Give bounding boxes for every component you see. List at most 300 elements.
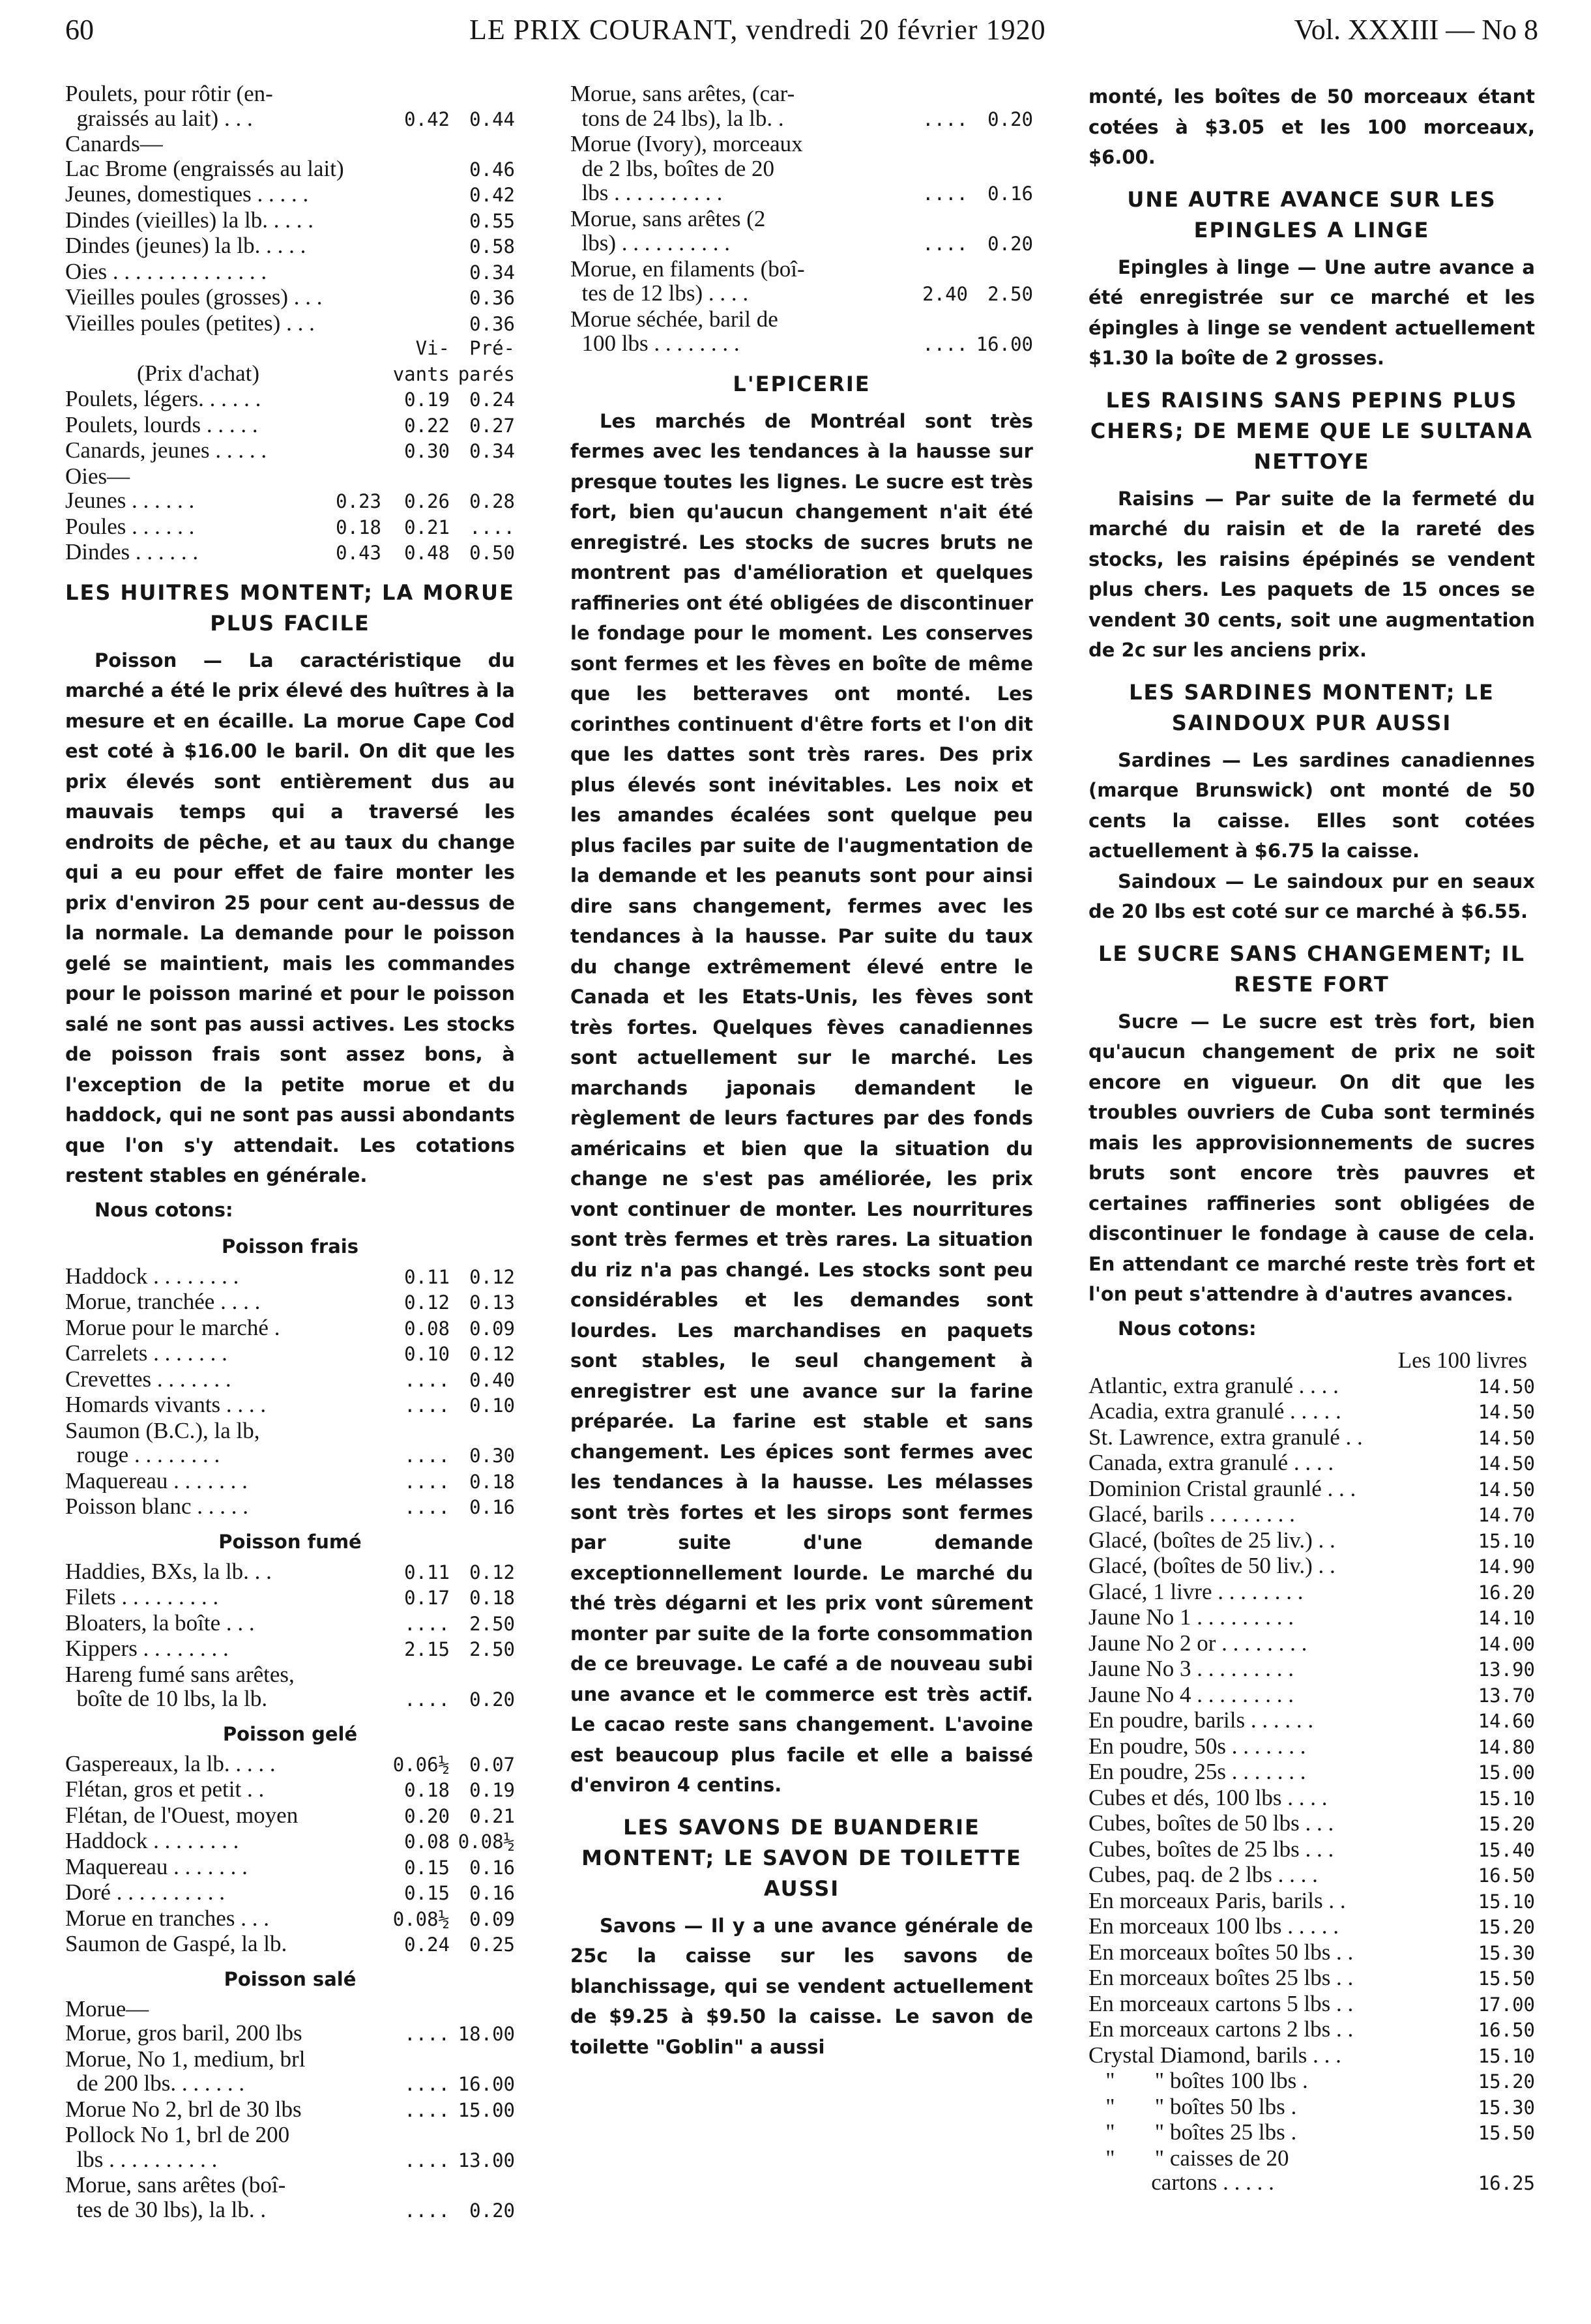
item-label: En morceaux 100 lbs . . . . .	[1088, 1914, 1339, 1939]
article-text: Saindoux — Le saindoux pur en seaux de 20 lbs est coté sur ce marché à $6.55.	[1088, 870, 1535, 922]
item-label: En morceaux cartons 2 lbs . .	[1088, 2017, 1354, 2042]
nous-cotons-label: Nous cotons:	[1118, 1317, 1257, 1340]
price-row	[65, 2047, 515, 2072]
price-value: 0.08½	[392, 1907, 450, 1930]
price-row	[1088, 2146, 1535, 2171]
price-value: 0.16	[469, 1856, 515, 1879]
price-row	[65, 1494, 515, 1520]
item-label: Vieilles poules (grosses) . . .	[65, 285, 323, 310]
price-value: ....	[922, 183, 968, 205]
article-text: monté, les boîtes de 50 morceaux étant cotées à $3.05 et les 100 morceaux, $6.00.	[1088, 85, 1535, 168]
item-label: St. Lawrence, extra granulé . .	[1088, 1424, 1363, 1449]
price-row	[1088, 1889, 1535, 1915]
article-text: Les marchés de Montréal sont très fermes avec les tendances à la hausse sur presque toutes les lignes. Le sucre est très fort, bien qu'aucun changement n'ait été enregistré. Les stocks de sucres bruts ne montrent pas d'amélioration et quelques raffineries ont été obligées de discontinuer le fondage pour le moment. Les conserves sont fermes et les fèves en boîte de même que les betteraves ont monté. Les corinthes continuent d'être forts et l'on dit que les dattes sont très rares. Des prix plus élevés sont inévitables. Les noix et les amandes écalées sont quelque peu plus faciles par suite de l'augmentation de la demande et les peanuts sont pour ainsi dire sans changement, fermes avec les tendances à la hausse. Par suite du taux du change extrêmement élevé entre le Canada et les Etats-Unis, les fèves sont très fortes. Quelques fèves canadiennes sont actuellement sur le marché. Les marchands japonais demandent le règlement de leurs factures par des fonds américains et bien que la situation du change ne s'est pas améliorée, les prix vont continuer de monter. Les nourritures sont très fermes et très rares. La situation du riz n'a pas changé. Les stocks sont peu considérables et les demandes sont lourdes. Les marchandises en paquets sont stables, le seul changement à enregistrer est une avance sur la farine préparée. La farine est stable et sans changement. Les épices sont fermes avec les tendances à la hausse. Les mélasses sont très fortes et les sirops sont fermes par suite d'une demande exceptionnellement lourde. Le marché du thé très dégarni et les prix vont sûrement monter par suite de la forte consommation de ce breuvage. Le café a de nouveau subi une avance et le commerce est très actif. Le cacao reste sans changement. L'avoine est beaucoup plus facile et elle a baissé d'environ 4 centins.	[570, 409, 1033, 1796]
price-value: 0.24	[404, 1934, 450, 1956]
price-row	[65, 1932, 515, 1958]
item-label: En poudre, barils . . . . . .	[1088, 1708, 1314, 1733]
price-row	[1088, 1399, 1535, 1425]
live-poultry-price-list	[65, 387, 515, 566]
price-row	[65, 1855, 515, 1881]
price-row	[570, 132, 1033, 156]
article-text: Savons — Il y a une avance générale de 25c la caisse sur les savons de blanchissage, qui se vendent actuellement de $9.25 à $9.50 la caisse. Le savon de toilette "Goblin" a aussi	[570, 1914, 1033, 2058]
item-label: Acadia, extra granulé . . . . .	[1088, 1399, 1341, 1424]
price-value: 14.50	[1478, 1452, 1535, 1475]
price-value: 0.08	[404, 1831, 450, 1853]
item-label: 100 lbs . . . . . . . .	[570, 331, 740, 356]
price-value: 13.90	[1478, 1658, 1535, 1681]
section-heading: LE SUCRE SANS CHANGEMENT; IL RESTE FORT	[1098, 941, 1526, 997]
section-heading: UNE AUTRE AVANCE SUR LES EPINGLES A LINGE	[1127, 186, 1496, 243]
price-value: 0.09	[469, 1317, 515, 1340]
price-row	[65, 1264, 515, 1290]
item-label: boîte de 10 lbs, la lb.	[65, 1686, 268, 1711]
price-value: 0.20	[469, 2199, 515, 2222]
price-value: 17.00	[1478, 1993, 1535, 2016]
price-row	[570, 281, 1033, 307]
price-value: ....	[404, 2149, 450, 2171]
item-label: Oies . . . . . . . . . . . . . .	[65, 259, 267, 284]
price-value: 13.00	[458, 2149, 515, 2171]
price-row	[1088, 1450, 1535, 1477]
column-1	[65, 81, 515, 2223]
price-row	[65, 514, 515, 540]
price-value: 0.08	[404, 1317, 450, 1340]
item-label: Flétan, de l'Ouest, moyen	[65, 1802, 299, 1827]
price-row	[1088, 1631, 1535, 1657]
price-row	[65, 2021, 515, 2047]
price-value: 0.20	[404, 1804, 450, 1827]
price-value: ....	[922, 108, 968, 130]
price-value: 0.12	[469, 1343, 515, 1365]
price-value: 0.15	[404, 1856, 450, 1879]
price-value: 15.20	[1478, 1916, 1535, 1938]
item-label: Glacé, (boîtes de 50 liv.) . .	[1088, 1553, 1336, 1578]
item-label: Hareng fumé sans arêtes,	[65, 1662, 295, 1686]
item-label: de 200 lbs. . . . . . .	[65, 2071, 245, 2096]
price-value: 0.21	[404, 516, 450, 538]
item-label: rouge . . . . . . . .	[65, 1443, 220, 1467]
item-label: Canards, jeunes . . . . .	[65, 438, 267, 463]
unit-header: Les 100 livres	[1397, 1347, 1527, 1373]
price-value: 14.70	[1478, 1504, 1535, 1526]
price-row	[65, 106, 515, 132]
item-label: Saumon de Gaspé, la lb.	[65, 1932, 287, 1956]
price-value: 14.90	[1478, 1555, 1535, 1578]
item-label: Crevettes . . . . . . .	[65, 1366, 231, 1391]
price-row	[570, 106, 1033, 132]
price-value: 0.16	[469, 1496, 515, 1518]
price-value: 0.06½	[392, 1753, 450, 1776]
item-label: Morue, en filaments (boî-	[570, 256, 805, 281]
item-label: Crystal Diamond, barils . . .	[1088, 2042, 1341, 2067]
price-value: 0.28	[469, 490, 515, 512]
section-heading: LES SAVONS DE BUANDERIE MONTENT; LE SAVON DE TOILETTE AUSSI	[581, 1814, 1022, 1901]
item-label: Morue No 2, brl de 30 lbs	[65, 2096, 302, 2121]
price-value: ....	[404, 2098, 450, 2121]
price-row	[65, 1443, 515, 1469]
price-value: 14.50	[1478, 1375, 1535, 1398]
price-row	[1088, 1374, 1535, 1400]
section-heading: LES RAISINS SANS PEPINS PLUS CHERS; DE MEME QUE LE SULTANA NETTOYE	[1090, 387, 1534, 474]
price-value: 0.55	[469, 209, 515, 232]
item-label: Jeunes, domestiques . . . . .	[65, 182, 309, 207]
price-row	[65, 1636, 515, 1662]
price-row	[1088, 1683, 1535, 1709]
achat-header: (Prix d'achat) vants parés	[137, 360, 515, 385]
price-value: 18.00	[458, 2023, 515, 2045]
price-row	[65, 1777, 515, 1803]
price-value: ....	[404, 1394, 450, 1417]
price-row	[1088, 1425, 1535, 1451]
price-row	[65, 413, 515, 439]
price-row	[65, 2123, 515, 2147]
price-value: 0.19	[469, 1779, 515, 1801]
price-row	[1088, 1708, 1535, 1734]
item-label: Canards—	[65, 132, 163, 156]
price-row	[65, 387, 515, 413]
price-row	[1088, 1528, 1535, 1554]
price-value: 0.42	[469, 184, 515, 206]
smoked-fish-price-list	[65, 1559, 515, 1713]
item-label: Bloaters, la boîte . . .	[65, 1610, 255, 1635]
price-row	[65, 2071, 515, 2097]
price-row	[65, 1880, 515, 1906]
price-value: 0.18	[469, 1470, 515, 1493]
price-value: 0.21	[469, 1804, 515, 1827]
price-row	[65, 2147, 515, 2173]
item-label: Jaune No 2 or . . . . . . . .	[1088, 1630, 1307, 1655]
item-label: Pollock No 1, brl de 200	[65, 2123, 290, 2147]
price-value: 2.40	[922, 283, 968, 305]
price-row	[1088, 1811, 1535, 1837]
item-label: Poisson blanc . . . . .	[65, 1494, 248, 1519]
vivants-header: Vi- Pré-	[415, 337, 515, 359]
item-label: Morue, sans arêtes, (car-	[570, 81, 795, 106]
price-value: 0.34	[469, 261, 515, 284]
item-label: " " boîtes 50 lbs .	[1088, 2094, 1297, 2119]
price-row	[1088, 1992, 1535, 2018]
price-value: 0.15	[404, 1882, 450, 1904]
price-value: 0.27	[469, 414, 515, 437]
item-label: Gaspereaux, la lb. . . . .	[65, 1751, 276, 1776]
price-row	[1088, 1965, 1535, 1992]
price-value: 0.16	[469, 1882, 515, 1904]
price-value: 15.10	[1478, 1787, 1535, 1810]
item-label: Atlantic, extra granulé . . . .	[1088, 1373, 1339, 1398]
item-label: En morceaux Paris, barils . .	[1088, 1888, 1346, 1913]
price-value: ....	[404, 1368, 450, 1391]
item-label: Oies—	[65, 463, 130, 488]
price-value: 16.20	[1478, 1581, 1535, 1604]
price-value: 14.60	[1478, 1710, 1535, 1732]
price-value: 0.20	[987, 233, 1033, 255]
item-label: " " caisses de 20	[1088, 2145, 1289, 2170]
article-text: Epingles à linge — Une autre avance a été enregistrée sur ce marché et les épingles à linge se vendent actuellement $1.30 la boîte de 2 grosses.	[1088, 256, 1535, 369]
item-label: Cubes et dés, 100 lbs . . . .	[1088, 1785, 1328, 1810]
price-value: 0.44	[469, 108, 515, 130]
price-value: 0.42	[404, 108, 450, 130]
item-label: Morue, gros baril, 200 lbs	[65, 2021, 302, 2046]
item-label: Carrelets . . . . . . .	[65, 1341, 227, 1366]
section-heading: LES HUITRES MONTENT; LA MORUE PLUS FACILE	[65, 580, 515, 636]
item-label: Morue en tranches . . .	[65, 1905, 269, 1930]
price-row	[65, 1906, 515, 1932]
price-value: 0.30	[469, 1445, 515, 1467]
price-value: ....	[404, 1688, 450, 1711]
price-row	[65, 285, 515, 311]
price-value: 14.50	[1478, 1426, 1535, 1449]
price-value: 0.34	[469, 440, 515, 462]
price-row	[570, 156, 1033, 181]
item-label: cartons . . . . .	[1088, 2170, 1274, 2195]
price-value: 0.58	[469, 235, 515, 257]
price-value: 0.16	[987, 183, 1033, 205]
price-row	[570, 81, 1033, 106]
item-label: Jaune No 4 . . . . . . . . .	[1088, 1682, 1294, 1707]
article-text: Poisson — La caractéristique du marché a été le prix élevé des huîtres à la mesure et en écaille. La morue Cape Cod est coté à $16.00 le baril. On dit que les prix élevés sont entièrement dus au mauvais temps qui a traversé les endroits de pêche, et au taux du change qui a eu pour effet de faire monter les prix d'environ 25 pour cent au-dessus de la normale. La demande pour le poisson gelé se maintient, mais les commandes pour le poisson mariné et pour le poisson salé ne sont pas aussi actives. Les stocks de poisson frais sont assez bons, à l'exception de la petite morue et du haddock, qui ne sont pas aussi abondants que l'on s'y attendait. Les cotations restent stables en générale.	[65, 649, 515, 1186]
price-value: 15.50	[1478, 2122, 1535, 2144]
price-value: ....	[922, 233, 968, 255]
price-row	[570, 307, 1033, 332]
price-value: 15.10	[1478, 1529, 1535, 1552]
item-label: Haddock . . . . . . . .	[65, 1263, 239, 1288]
price-row	[570, 231, 1033, 257]
price-row	[570, 207, 1033, 231]
item-label: Jaune No 1 . . . . . . . . .	[1088, 1605, 1294, 1630]
item-label: Lac Brome (engraissés au lait)	[65, 156, 344, 181]
item-label: Dindes (vieilles) la lb. . . . .	[65, 207, 314, 232]
item-label: tons de 24 lbs), la lb. .	[570, 106, 784, 130]
price-value: 13.70	[1478, 1684, 1535, 1707]
price-value: ....	[404, 1612, 450, 1635]
price-value: 16.50	[1478, 1864, 1535, 1887]
price-value: 0.10	[469, 1394, 515, 1417]
item-label: Glacé, 1 livre . . . . . . . .	[1088, 1579, 1304, 1604]
price-row	[65, 2173, 515, 2198]
volume-number: Vol. XXXIII — No 8	[1294, 14, 1538, 46]
item-label: Morue, sans arêtes (2	[570, 206, 766, 231]
cod-price-list	[570, 81, 1033, 357]
price-row	[65, 1367, 515, 1393]
price-value: 0.46	[469, 158, 515, 181]
column-3	[1088, 81, 1535, 2196]
item-label: Canada, extra granulé . . . .	[1088, 1450, 1334, 1475]
item-label: Homards vivants . . . .	[65, 1392, 267, 1417]
price-value: 2.50	[469, 1638, 515, 1660]
price-value: 15.00	[458, 2098, 515, 2121]
price-value: 14.50	[1478, 1478, 1535, 1501]
item-label: Morue séchée, baril de	[570, 306, 778, 331]
price-value: 16.00	[458, 2073, 515, 2095]
price-row	[65, 1752, 515, 1778]
price-value: ....	[404, 1496, 450, 1518]
sugar-price-list	[1088, 1374, 1535, 2196]
fresh-fish-price-list	[65, 1264, 515, 1520]
price-value: 0.08½	[458, 1831, 515, 1853]
item-label: Morue, sans arêtes (boî-	[65, 2173, 286, 2198]
price-value: 0.18	[336, 516, 381, 538]
item-label: Glacé, (boîtes de 25 liv.) . .	[1088, 1527, 1336, 1552]
price-value: ....	[404, 2023, 450, 2045]
item-label: En poudre, 25s . . . . . . .	[1088, 1759, 1306, 1784]
price-row	[65, 1803, 515, 1829]
price-value: 0.12	[469, 1265, 515, 1288]
price-row	[65, 1611, 515, 1637]
price-value: 15.20	[1478, 1813, 1535, 1835]
price-row	[65, 2198, 515, 2224]
price-row	[65, 233, 515, 259]
price-value: 2.50	[469, 1612, 515, 1635]
price-value: 0.23	[336, 490, 381, 512]
price-value: 0.13	[469, 1291, 515, 1314]
section-heading: L'EPICERIE	[733, 371, 871, 396]
item-label: Morue, tranchée . . . .	[65, 1289, 261, 1314]
price-row	[1088, 2043, 1535, 2069]
item-label: lbs) . . . . . . . . . .	[570, 231, 730, 256]
price-value: 0.11	[404, 1561, 450, 1583]
nous-cotons-label: Nous cotons:	[95, 1198, 233, 1221]
subsection-heading: Poisson salé	[224, 1967, 357, 1990]
price-row	[65, 2097, 515, 2123]
price-value: 0.18	[469, 1587, 515, 1609]
price-value: 0.18	[404, 1779, 450, 1801]
item-label: Maquereau . . . . . . .	[65, 1854, 248, 1879]
price-row	[1088, 1914, 1535, 1940]
price-row	[1088, 1502, 1535, 1528]
price-value: ....	[404, 2073, 450, 2095]
price-row	[570, 331, 1033, 357]
price-row	[1088, 2095, 1535, 2121]
price-row	[65, 1559, 515, 1585]
price-value: ....	[404, 2199, 450, 2222]
price-row	[1088, 1786, 1535, 1812]
subsection-heading: Poisson fumé	[218, 1530, 362, 1553]
price-value: 0.25	[469, 1934, 515, 1956]
item-label: lbs . . . . . . . . . .	[65, 2147, 218, 2171]
item-label: En poudre, 50s . . . . . . .	[1088, 1733, 1306, 1758]
price-value: 15.20	[1478, 2070, 1535, 2093]
price-value: 15.40	[1478, 1838, 1535, 1861]
price-value: 0.43	[336, 542, 381, 564]
item-label: Cubes, boîtes de 25 lbs . . .	[1088, 1836, 1334, 1861]
salted-fish-price-list	[65, 1997, 515, 2224]
price-row	[1088, 1862, 1535, 1889]
price-value: 15.10	[1478, 1890, 1535, 1913]
price-row	[65, 311, 515, 337]
price-value: 0.11	[404, 1265, 450, 1288]
price-value: 0.12	[469, 1561, 515, 1583]
page-header	[65, 13, 1538, 59]
item-label: Dindes (jeunes) la lb. . . . .	[65, 233, 306, 258]
price-value: 16.50	[1478, 2019, 1535, 2041]
price-row	[65, 438, 515, 464]
item-label: Jeunes . . . . . .	[65, 488, 195, 513]
item-label: graissés au lait) . . .	[65, 106, 253, 130]
item-label: Morue (Ivory), morceaux	[570, 132, 803, 156]
price-value: 15.10	[1478, 2044, 1535, 2067]
price-value: 15.30	[1478, 2096, 1535, 2119]
item-label: tes de 12 lbs) . . . .	[570, 281, 749, 306]
item-label: Glacé, barils . . . . . . . .	[1088, 1502, 1295, 1527]
price-row	[65, 1686, 515, 1713]
section-heading: LES SARDINES MONTENT; LE SAINDOUX PUR AUSSI	[1129, 679, 1495, 735]
price-value: 0.19	[404, 389, 450, 411]
price-row	[1088, 1759, 1535, 1786]
article-text: Raisins — Par suite de la fermeté du marché du raisin et de la rareté des stocks, les raisins épépinés se vendent plus chers. Les paquets de 15 onces se vendent 30 cents, soit une augmentation de 2c sur les anciens prix.	[1088, 487, 1535, 661]
price-row	[1088, 2068, 1535, 2095]
price-row	[65, 1829, 515, 1855]
item-label: Poules . . . . . .	[65, 514, 195, 538]
item-label: En morceaux cartons 5 lbs . .	[1088, 1991, 1354, 2016]
price-row	[65, 1469, 515, 1495]
item-label: Poulets, pour rôtir (en-	[65, 81, 273, 106]
price-row	[1088, 1837, 1535, 1863]
item-label: Cubes, boîtes de 50 lbs . . .	[1088, 1811, 1334, 1836]
price-row	[65, 1662, 515, 1687]
price-row	[1088, 1940, 1535, 1966]
price-row	[570, 257, 1033, 282]
item-label: Morue pour le marché .	[65, 1315, 280, 1340]
item-label: Dominion Cristal graunlé . . .	[1088, 1476, 1356, 1501]
price-row	[1088, 1553, 1535, 1580]
price-value: 0.40	[469, 1368, 515, 1391]
price-value: 0.24	[469, 389, 515, 411]
price-row	[65, 1289, 515, 1316]
item-label: Dindes . . . . . .	[65, 540, 199, 565]
item-label: Morue, No 1, medium, brl	[65, 2046, 306, 2071]
price-value: ....	[922, 333, 968, 355]
price-row	[1088, 1477, 1535, 1503]
item-label: Vieilles poules (petites) . . .	[65, 310, 315, 335]
price-value: 0.20	[469, 1688, 515, 1711]
price-value: 16.00	[976, 333, 1033, 355]
price-row	[65, 259, 515, 286]
item-label: Doré . . . . . . . . . .	[65, 1880, 225, 1905]
price-value: 0.10	[404, 1343, 450, 1365]
price-value: 0.48	[404, 542, 450, 564]
item-label: Kippers . . . . . . . .	[65, 1636, 229, 1661]
poultry-price-list	[65, 81, 515, 336]
price-value: 0.20	[987, 108, 1033, 130]
price-value: 0.36	[469, 287, 515, 309]
price-row	[1088, 2120, 1535, 2146]
article-text: Sardines — Les sardines canadiennes (marque Brunswick) ont monté de 50 cents la caisse. Elles sont cotées actuellement à $6.75 la caisse.	[1088, 748, 1535, 862]
item-label: Maquereau . . . . . . .	[65, 1468, 248, 1493]
item-label: En morceaux boîtes 25 lbs . .	[1088, 1965, 1354, 1990]
price-row	[65, 208, 515, 234]
page-number: 60	[65, 14, 94, 46]
price-value: 0.17	[404, 1587, 450, 1609]
subsection-heading: Poisson frais	[222, 1235, 358, 1258]
price-row	[65, 81, 515, 106]
price-row	[1088, 2017, 1535, 2043]
price-value: 2.50	[987, 283, 1033, 305]
item-label: " " boîtes 25 lbs .	[1088, 2120, 1297, 2145]
price-value: 16.25	[1478, 2172, 1535, 2194]
price-row	[65, 540, 515, 566]
item-label: Poulets, légers. . . . . .	[65, 387, 261, 411]
item-label: Haddock . . . . . . . .	[65, 1829, 239, 1853]
price-row	[65, 182, 515, 208]
price-row	[1088, 2170, 1535, 2196]
item-label: Poulets, lourds . . . . .	[65, 412, 258, 437]
item-label: Morue—	[65, 1996, 149, 2021]
price-row	[1088, 1656, 1535, 1683]
price-row	[65, 156, 515, 183]
price-row	[65, 1392, 515, 1419]
price-value: 0.50	[469, 542, 515, 564]
item-label: " " boîtes 100 lbs .	[1088, 2068, 1308, 2093]
